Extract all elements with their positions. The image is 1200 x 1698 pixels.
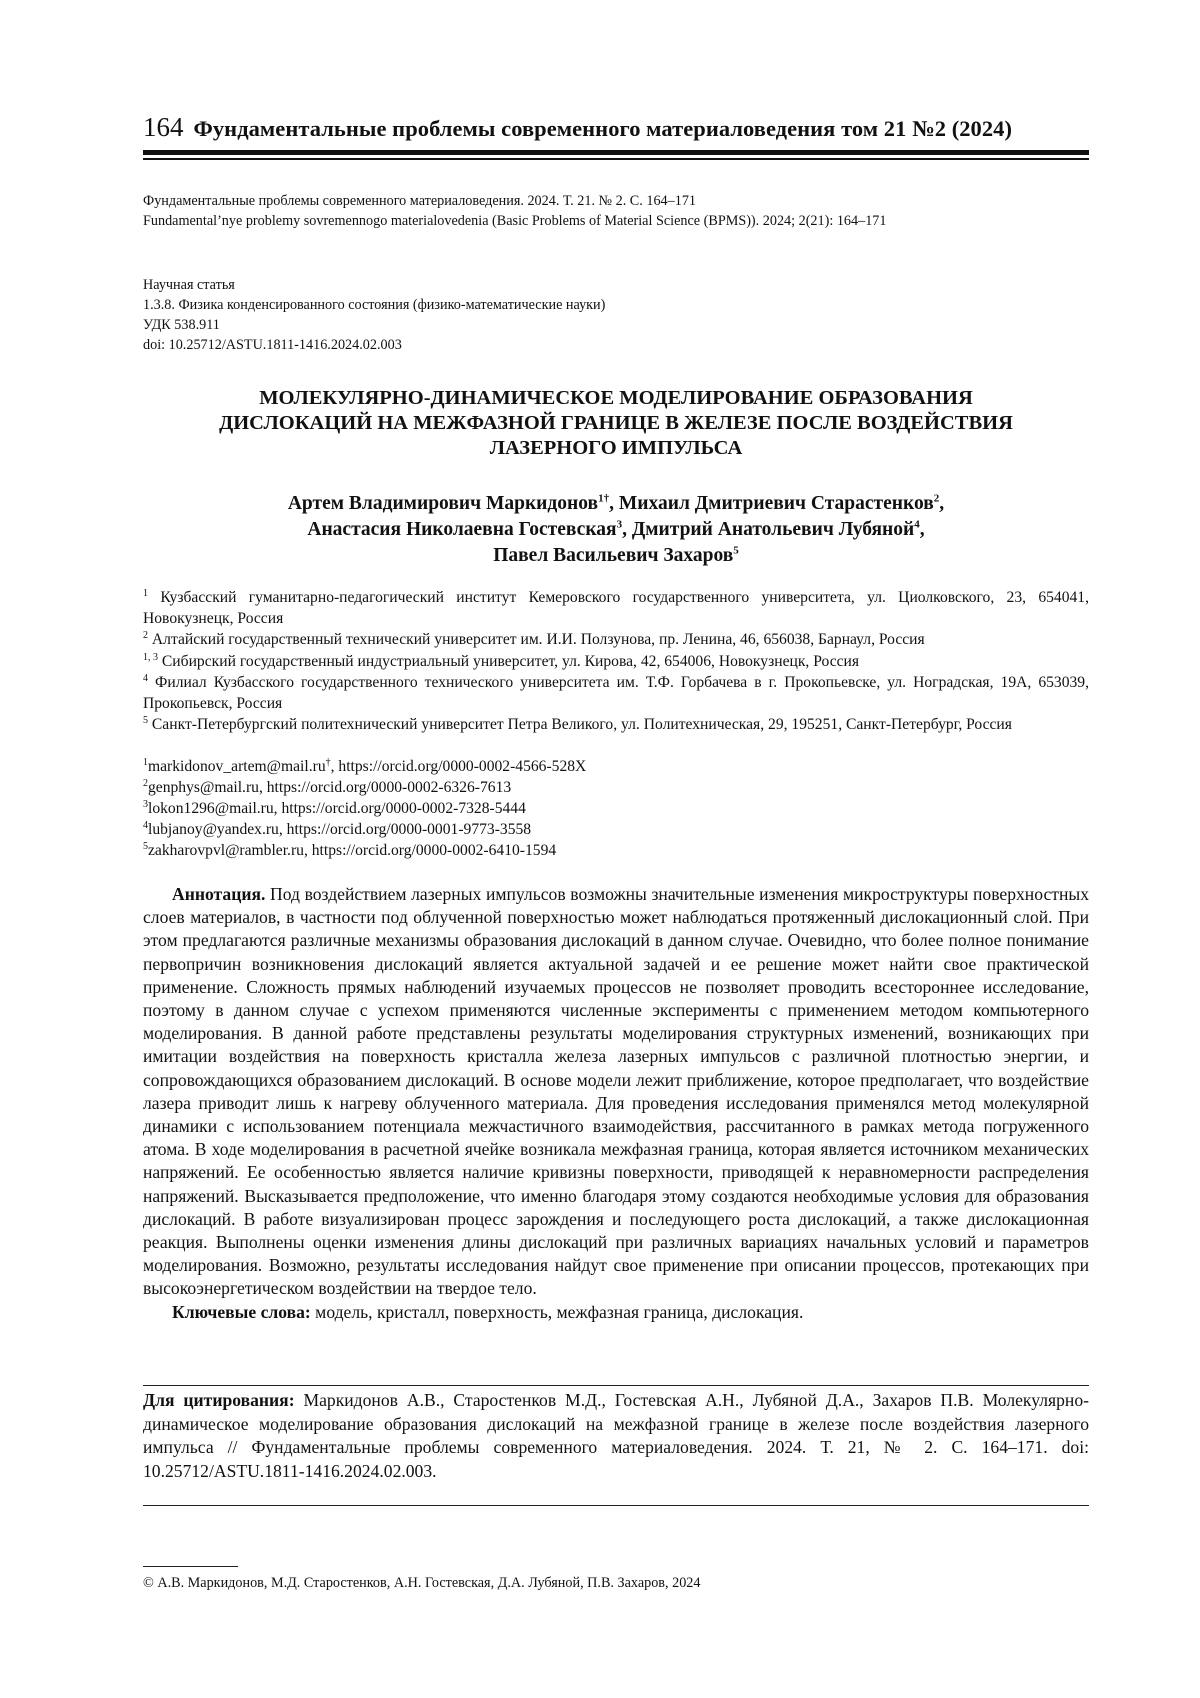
copyright-notice: © А.В. Маркидонов, М.Д. Старостенков, А.Н. Гостевская, Д.А. Лубяной, П.В. Захаров, 2024: [143, 1573, 700, 1593]
abstract-text: Под воздействием лазерных импульсов возможны значительные изменения микрострукту­ры поверхностных слоев материалов, в частности под облученной поверхностью может наблюдаться протя­женный дислокационный слой. При этом предлагаются различные механизмы образования дислокаций в данном случае. Очевидно, что более полное понимание первопричин возникновения дислокаций является актуальной задачей и ее решение может найти свое практической применение. Сложность прямых наблюде­ний изучаемых процессов не позволяет проводить всестороннее исследование, поэтому в данном случае с успехом применяются численные эксперименты с применением методом компьютерного моделирования. В данной работе представлены результаты моделирования структурных изменений, возникающих при имита­ции воздействия на поверхность кристалла железа лазерных импульсов с различной плотностью энергии, и сопровождающихся образованием дислокаций. В основе модели лежит приближение, которое предполагает, что воздействие лазера приводит лишь к нагреву облученного материала. Для проведения исследования применялся метод молекулярной динамики с использованием потенциала межчастичного взаимодействия, рассчитанного в рамках метода погруженного атома. В ходе моделирования в расчетной ячейке возникала межфазная граница, которая является источником механических напряжений. Ее особенностью является на­личие кривизны поверхности, приводящей к неравномерности распределения напряжений. Высказывается предположение, что именно благодаря этому создаются необходимые условия для образования дислокаций. В работе визуализирован процесс зарождения и последующего роста дислокаций, а также дислокационная реакция. Выполнены оценки изменения длины дислокаций при различных вариациях начальных условий и параметров моделирования. Возможно, результаты исследования найдут свое применение при описании процессов, протекающих при высокоэнергетическом воздействии на твердое тело.: [143, 884, 1089, 1298]
affiliation-sup: 1: [143, 588, 148, 599]
citation-text: Маркидонов А.В., Старостенков М.Д., Гостевская А.Н., Лубяной Д.А., Захаров П.В. Мо­лекулярно-динамическое моделирование образования дислокаций на межфазной границе в железе после воздействия лазерного импульса // Фундаментальные проблемы современного материаловедения. 2024. Т. 21, № 2. С. 164–171. doi: 10.25712/ASTU.1811-1416.2024.02.003.: [143, 1390, 1089, 1481]
email-link[interactable]: zakharovpvl@rambler.ru: [148, 842, 304, 859]
author-sup: 1†: [598, 493, 609, 505]
footnote-rule: [143, 1566, 238, 1567]
article-type: Научная статья: [143, 275, 605, 295]
running-header: [143, 112, 1089, 143]
author-name: Анастасия Николаевна Гостевская: [307, 519, 616, 540]
affiliation-item: [143, 629, 1089, 650]
author-name: Дмитрий Анатольевич Лубяной: [632, 519, 914, 540]
author-sup: 5: [733, 545, 739, 557]
contact-sup: 1: [143, 757, 148, 768]
affiliations: [143, 587, 1089, 735]
contact-item: [143, 777, 586, 798]
contact-item: [143, 756, 586, 777]
title-line: ЛАЗЕРНОГО ИМПУЛЬСА: [143, 436, 1089, 461]
author-line: [143, 543, 1089, 569]
orcid-link[interactable]: , https://orcid.org/0000-0002-6326-7613: [259, 779, 511, 796]
title-line: МОЛЕКУЛЯРНО-ДИНАМИЧЕСКОЕ МОДЕЛИРОВАНИЕ ОБРАЗОВАНИЯ: [143, 386, 1089, 411]
affiliation-text: Санкт-Петербургский политехнический университет Петра Великого, ул. Политехническая, 29, 195251, Санкт-Петербург, Россия: [152, 716, 1012, 733]
article-doi: doi: 10.25712/ASTU.1811-1416.2024.02.003: [143, 335, 605, 355]
article-specialty: 1.3.8. Физика конденсированного состояния (физико-математические науки): [143, 295, 605, 315]
email-link[interactable]: genphys@mail.ru: [148, 779, 259, 796]
orcid-link[interactable]: , https://orcid.org/0000-0002-7328-5444: [274, 800, 526, 817]
email-link[interactable]: markidonov_artem@mail.ru: [148, 758, 326, 775]
contact-sup: 4: [143, 820, 148, 831]
orcid-link[interactable]: , https://orcid.org/0000-0002-4566-528X: [331, 758, 587, 775]
article-meta: [143, 275, 605, 355]
header-rule-thick: [143, 150, 1089, 155]
corresponding-mark: †: [326, 757, 331, 768]
affiliation-sup: 5: [143, 715, 148, 726]
author-name: Михаил Дмитриевич Старастенков: [619, 493, 934, 514]
contact-sup: 2: [143, 778, 148, 789]
citation-line-ru: Фундаментальные проблемы современного материаловедения. 2024. Т. 21. № 2. С. 164–171: [143, 191, 887, 211]
affiliation-text: Алтайский государственный технический университет им. И.И. Ползунова, пр. Ленина, 46, 656038, Барнаул, Россия: [152, 631, 925, 648]
author-sup: 3: [617, 519, 623, 531]
article-title: [143, 386, 1089, 461]
header-rule-thin: [143, 158, 1089, 160]
abstract-label: Аннотация.: [172, 884, 265, 904]
affiliation-text: Филиал Кузбасского государственного технического университета им. Т.Ф. Горбачева в г. Прокопьевске, ул. Ноградская, 19А, 653039, Прокопьевск, Россия: [143, 674, 1089, 712]
author-sup: 2: [934, 493, 940, 505]
affiliation-text: Кузбасский гуманитарно-педагогический институт Кемеровского государственного университета, ул. Циолковского, 23, 654041, Новокузнецк, Россия: [143, 589, 1089, 627]
paper-page: [0, 0, 1200, 1698]
email-link[interactable]: lubjanoy@yandex.ru: [148, 821, 279, 838]
contact-item: [143, 798, 586, 819]
page-number: 164: [143, 112, 184, 142]
affiliation-item: [143, 672, 1089, 714]
author-sep: ,: [609, 493, 619, 514]
author-name: Артем Владимирович Маркидонов: [288, 493, 598, 514]
abstract-paragraph: [143, 883, 1089, 1301]
affiliation-sup: 2: [143, 630, 148, 641]
orcid-link[interactable]: , https://orcid.org/0000-0001-9773-3558: [279, 821, 531, 838]
keywords-text: модель, кристалл, поверхность, межфазная граница, дислокация.: [311, 1302, 804, 1322]
email-link[interactable]: lokon1296@mail.ru: [148, 800, 274, 817]
orcid-link[interactable]: , https://orcid.org/0000-0002-6410-1594: [304, 842, 556, 859]
citation-label: Для цитирования:: [143, 1390, 295, 1410]
author-line: [143, 491, 1089, 517]
keywords-paragraph: [143, 1301, 1089, 1324]
author-list: [143, 491, 1089, 569]
author-sup: 4: [914, 519, 920, 531]
contact-sup: 3: [143, 799, 148, 810]
author-contacts: [143, 756, 586, 861]
affiliation-sup: 4: [143, 673, 148, 684]
contact-item: [143, 819, 586, 840]
how-to-cite: [143, 1389, 1089, 1483]
journal-citation-lines: [143, 191, 887, 231]
affiliation-item: [143, 587, 1089, 629]
citation-rule-top: [143, 1385, 1089, 1386]
citation-line-en: Fundamental’nye problemy sovremennogo materialovedenia (Basic Problems of Material Science (BPMS)). 2024; 2(21): 164–171: [143, 211, 887, 231]
citation-paragraph: [143, 1389, 1089, 1483]
affiliation-sup: 1, 3: [143, 651, 158, 662]
affiliation-item: [143, 651, 1089, 672]
author-line: [143, 517, 1089, 543]
contact-sup: 5: [143, 841, 148, 852]
journal-title: Фундаментальные проблемы современного материаловедения том 21 №2 (2024): [194, 116, 1013, 141]
author-sep: ,: [939, 493, 944, 514]
author-sep: ,: [920, 519, 925, 540]
affiliation-text: Сибирский государственный индустриальный университет, ул. Кирова, 42, 654006, Новокузнецк, Россия: [162, 653, 859, 670]
author-name: Павел Васильевич Захаров: [493, 545, 733, 566]
citation-rule-bottom: [143, 1505, 1089, 1506]
abstract-section: [143, 883, 1089, 1324]
keywords-label: Ключевые слова:: [172, 1302, 311, 1322]
article-udc: УДК 538.911: [143, 315, 605, 335]
title-line: ДИСЛОКАЦИЙ НА МЕЖФАЗНОЙ ГРАНИЦЕ В ЖЕЛЕЗЕ ПОСЛЕ ВОЗДЕЙСТВИЯ: [143, 411, 1089, 436]
affiliation-item: [143, 714, 1089, 735]
contact-item: [143, 840, 586, 861]
author-sep: ,: [622, 519, 632, 540]
